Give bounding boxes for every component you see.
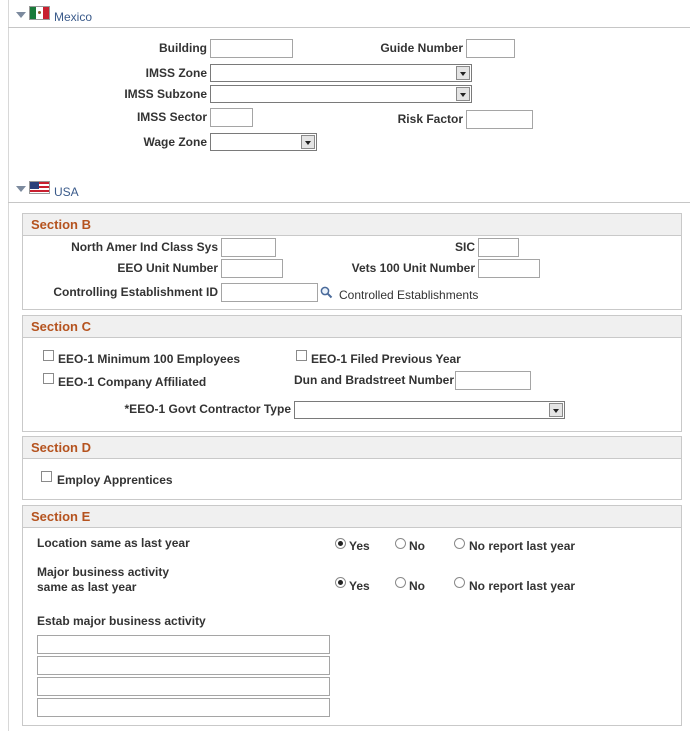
controlling-establishment-label: Controlling Establishment ID <box>53 285 218 299</box>
vets100-input[interactable] <box>478 259 540 278</box>
guide-number-label: Guide Number <box>380 41 463 55</box>
collapse-mexico-icon[interactable] <box>16 12 26 18</box>
controlled-establishments-link[interactable]: Controlled Establishments <box>339 288 479 302</box>
guide-number-input[interactable] <box>466 39 515 58</box>
mexico-group-title[interactable]: Mexico <box>54 10 93 24</box>
employ-apprentices-checkbox[interactable] <box>41 471 52 482</box>
building-label: Building <box>159 41 207 55</box>
estab-major-activity-line-2[interactable] <box>37 656 330 675</box>
collapse-usa-icon[interactable] <box>16 186 26 192</box>
estab-major-activity-line-4[interactable] <box>37 698 330 717</box>
major-activity-noreport-radio[interactable] <box>454 577 465 588</box>
imss-sector-label: IMSS Sector <box>136 110 207 124</box>
section-d <box>22 436 682 500</box>
imss-subzone-select[interactable] <box>210 85 472 103</box>
sic-input[interactable] <box>478 238 519 257</box>
imss-zone-select[interactable] <box>210 64 472 82</box>
mexico-divider <box>8 27 690 28</box>
section-e-title: Section E <box>31 509 91 524</box>
risk-factor-label: Risk Factor <box>397 112 463 126</box>
eeo1-filed-label: EEO-1 Filed Previous Year <box>311 352 461 366</box>
eeo-unit-label: EEO Unit Number <box>117 261 218 275</box>
naics-label: North Amer Ind Class Sys <box>71 240 218 254</box>
imss-sector-input[interactable] <box>210 108 253 127</box>
major-activity-noreport-label: No report last year <box>469 579 576 593</box>
dropdown-arrow-icon[interactable] <box>549 403 563 417</box>
duns-label: Dun and Bradstreet Number <box>294 373 455 387</box>
location-same-noreport-label: No report last year <box>469 539 576 553</box>
risk-factor-input[interactable] <box>466 110 533 129</box>
location-same-yes-label: Yes <box>349 539 370 553</box>
eeo1-filed-checkbox[interactable] <box>296 350 307 361</box>
usa-divider <box>8 202 690 203</box>
section-c-header <box>23 316 681 338</box>
govt-contractor-label: *EEO-1 Govt Contractor Type <box>124 402 291 416</box>
major-activity-yes-label: Yes <box>349 579 370 593</box>
imss-subzone-label: IMSS Subzone <box>124 87 207 101</box>
imss-zone-label: IMSS Zone <box>145 66 207 80</box>
location-same-no-radio[interactable] <box>395 538 406 549</box>
section-b-title: Section B <box>31 217 91 232</box>
location-same-noreport-radio[interactable] <box>454 538 465 549</box>
location-same-no-label: No <box>409 539 425 553</box>
major-activity-label-2: same as last year <box>37 580 137 594</box>
major-activity-label-1: Major business activity <box>37 565 170 579</box>
controlling-establishment-input[interactable] <box>221 283 318 302</box>
section-b-header <box>23 214 681 236</box>
lookup-search-icon[interactable] <box>320 286 333 299</box>
eeo1-min100-checkbox[interactable] <box>43 350 54 361</box>
section-e-header <box>23 506 681 528</box>
naics-input[interactable] <box>221 238 276 257</box>
employ-apprentices-label: Employ Apprentices <box>57 473 173 487</box>
wage-zone-label: Wage Zone <box>143 135 207 149</box>
govt-contractor-select[interactable] <box>294 401 565 419</box>
estab-major-activity-label: Estab major business activity <box>37 614 206 628</box>
usa-group-title[interactable]: USA <box>54 185 79 199</box>
dropdown-arrow-icon[interactable] <box>456 87 470 101</box>
section-d-header <box>23 437 681 459</box>
vets100-label: Vets 100 Unit Number <box>351 261 475 275</box>
building-input[interactable] <box>210 39 293 58</box>
estab-major-activity-line-3[interactable] <box>37 677 330 696</box>
major-activity-yes-radio[interactable] <box>335 577 346 588</box>
section-d-title: Section D <box>31 440 91 455</box>
dropdown-arrow-icon[interactable] <box>456 66 470 80</box>
eeo1-min100-label: EEO-1 Minimum 100 Employees <box>58 352 241 366</box>
wage-zone-select[interactable] <box>210 133 317 151</box>
location-same-label: Location same as last year <box>37 536 190 550</box>
dropdown-arrow-icon[interactable] <box>301 135 315 149</box>
estab-major-activity-line-1[interactable] <box>37 635 330 654</box>
eeo1-affiliated-label: EEO-1 Company Affiliated <box>58 375 207 389</box>
left-border <box>8 0 9 731</box>
eeo-unit-input[interactable] <box>221 259 283 278</box>
eeo1-affiliated-checkbox[interactable] <box>43 373 54 384</box>
major-activity-no-radio[interactable] <box>395 577 406 588</box>
major-activity-no-label: No <box>409 579 425 593</box>
mexico-flag-icon <box>29 6 50 20</box>
section-c-title: Section C <box>31 319 91 334</box>
location-same-yes-radio[interactable] <box>335 538 346 549</box>
usa-flag-icon <box>29 181 50 194</box>
sic-label: SIC <box>454 240 475 254</box>
duns-input[interactable] <box>455 371 531 390</box>
